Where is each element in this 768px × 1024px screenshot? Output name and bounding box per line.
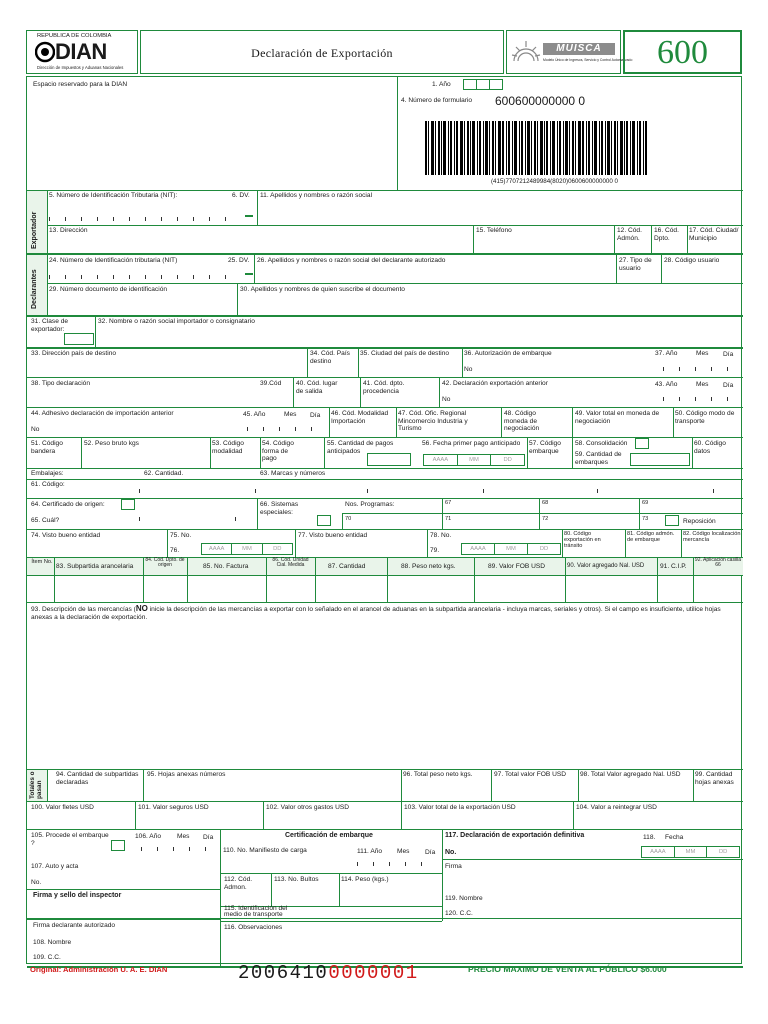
field-98-label: 98. Total Valor agregado Nal. USD — [580, 771, 681, 778]
field-36-no: No — [464, 366, 473, 373]
field-16-label: 16. Cód. Dpto. — [654, 227, 679, 242]
field-32-label: 32. Nombre o razón social importador o consignatario — [98, 318, 255, 325]
field-11-label: 11. Apellidos y nombres o razón social — [260, 192, 373, 199]
field-76-label: 76. — [170, 547, 180, 554]
field-103-label: 103. Valor total de la exportación USD — [404, 804, 516, 811]
field-118-label: 118. — [643, 834, 656, 841]
field-37-label: 37. Año — [655, 350, 678, 357]
field-120-label: 120. C.C. — [445, 910, 473, 917]
field-51-label: 51. Código bandera — [31, 440, 63, 455]
field-29-label: 29. Número documento de identificación — [49, 286, 168, 293]
field-36-label: 36. Autorización de embarque — [464, 350, 552, 357]
muisca-logo: MUISCA — [543, 43, 615, 55]
serial-number: 20064100000001 — [238, 962, 419, 984]
program-71: 71 — [445, 516, 452, 522]
field-106-dia: Día — [203, 834, 214, 841]
barcode-image — [425, 121, 647, 175]
field-96-label: 96. Total peso neto kgs. — [403, 771, 473, 778]
field-65-label: 65. Cuál? — [31, 517, 60, 524]
reserved-space-label: Espacio reservado para la DIAN — [33, 81, 128, 88]
field-24-label: 24. Número de Identificación tributaria (NIT) — [49, 257, 178, 264]
field-44-no: No — [31, 426, 40, 433]
certificado-origen-checkbox[interactable] — [121, 499, 135, 510]
field-100-label: 100. Valor fletes USD — [31, 804, 94, 811]
field-12-label: 12. Cód. Admón. — [617, 227, 642, 242]
field-13-label: 13. Dirección — [49, 227, 88, 234]
field-40-label: 40. Cód. lugar de salida — [296, 380, 338, 395]
field-5-label: 5. Número de Identificación Tributaria (NIT): — [49, 192, 178, 199]
field-114-label: 114. Peso (kgs.) — [341, 876, 389, 883]
program-72: 72 — [542, 516, 549, 522]
field-44-label: 44. Adhesivo declaración de importación anterior — [31, 410, 174, 417]
field-56-label: 56. Fecha primer pago anticipado — [422, 440, 521, 447]
fecha-118-input[interactable]: AAAA MM DD — [641, 846, 740, 858]
form-number: 600 — [657, 34, 708, 71]
field-79-date-input[interactable]: AAAA MM DD — [461, 543, 561, 555]
field-66-label: 66. Sistemas especiales: — [260, 501, 299, 516]
field-33-label: 33. Dirección país de destino — [31, 350, 117, 357]
program-68: 68 — [542, 500, 549, 506]
dian-logo-block — [26, 30, 138, 74]
field-79-label: 79. — [430, 547, 440, 554]
firma-inspector-label: Firma y sello del inspector — [33, 892, 122, 899]
field-55-label: 55. Cantidad de pagos anticipados — [327, 440, 394, 455]
field-50-label: 50. Código modo de transporte — [675, 410, 735, 425]
field-93-description: 93. Descripción de las mercancías (NO inicie la descripción de las mercancías a exportar con lo señalado en el arancel de aduanas en la subpartida arancelaria - incluya marcas, seriales y otros). Si el campo es insuficiente, utilice hojas anexas a la declaración de exportación. — [31, 604, 721, 621]
field-43-mes: Mes — [696, 381, 709, 388]
field-106-label: 106. Año — [135, 833, 162, 840]
field-75-label: 75. No. — [170, 532, 192, 539]
field-64-label: 64. Certificado de origen: — [31, 501, 105, 508]
nit-exportador-input[interactable] — [49, 217, 249, 223]
field-30-label: 30. Apellidos y nombres de quien suscribe el documento — [240, 286, 405, 293]
field-42-no: No — [442, 396, 451, 403]
embalajes-label: Embalajes: — [31, 470, 64, 477]
field-37-dia: Día — [723, 351, 734, 358]
item-header: Ítem No. — [31, 559, 53, 565]
firma-declarante-block — [26, 918, 742, 964]
field-118-fecha: Fecha — [665, 834, 684, 841]
section-totales: Totales o pasan — [29, 771, 43, 799]
field-109-label: 109. C.C. — [33, 954, 61, 961]
programas-label: Nos. Programas: — [345, 501, 395, 508]
field-52-label: 52. Peso bruto kgs — [84, 440, 139, 447]
field-54-label: 54. Código forma de pago — [262, 440, 294, 463]
field-86-header: 86. Cód. Unidad Cial. Medida — [272, 557, 309, 569]
field-92-header: 92. Aplicación casilla 66 — [694, 557, 742, 569]
firma-declarante-label: Firma declarante autorizado — [33, 922, 116, 929]
field-89-header: 89. Valor FOB USD — [488, 563, 546, 570]
certificacion-title: Certificación de embarque — [285, 832, 373, 839]
field-90-header: 90. Valor agregado Nal. USD — [567, 563, 645, 569]
field-38-label: 38. Tipo declaración — [31, 380, 91, 387]
field-77-label: 77. Visto bueno entidad — [298, 532, 368, 539]
program-73: 73 — [642, 516, 649, 522]
field-107-no: No. — [31, 879, 42, 886]
field-117-no: No. — [445, 849, 457, 856]
field-87-header: 87. Cantidad — [328, 563, 366, 570]
field-45-dia: Día — [310, 412, 321, 419]
field-41-label: 41. Cód. dpto. procedencia — [363, 380, 405, 395]
logo-subtitle: Dirección de Impuestos y Aduanas Nacionales — [37, 65, 124, 70]
field-116-label: 116. Observaciones — [224, 924, 283, 931]
field-60-label: 60. Código datos — [694, 440, 726, 455]
section-exportador: Exportador — [31, 211, 38, 249]
field-58-label: 58. Consolidación — [575, 440, 628, 447]
program-69: 69 — [642, 500, 649, 506]
muisca-block — [506, 30, 633, 74]
field-81-label: 81. Código admón. de embarque — [627, 531, 675, 543]
field-53-label: 53. Código modalidad — [212, 440, 244, 455]
field-35-label: 35. Ciudad del país de destino — [360, 350, 450, 357]
field-97-label: 97. Total valor FOB USD — [494, 771, 567, 778]
field-106-mes: Mes — [177, 833, 190, 840]
field-113-label: 113. No. Bultos — [274, 876, 319, 883]
pagos-anticipados-input[interactable] — [367, 453, 411, 466]
field-111-mes: Mes — [397, 848, 410, 855]
field-48-label: 48. Código moneda de negociación — [504, 410, 540, 433]
sun-emblem-icon — [511, 37, 541, 67]
field-105-label: 105. Procede el embarque ? — [31, 832, 109, 847]
field-107-label: 107. Auto y acta — [31, 863, 79, 870]
field-45-mes: Mes — [284, 411, 297, 418]
field-25-label: 25. DV. — [228, 257, 250, 264]
consolidacion-checkbox[interactable] — [635, 438, 649, 449]
field-45-label: 45. Año — [243, 411, 266, 418]
field-15-label: 15. Teléfono — [476, 227, 512, 234]
reposicion-checkbox[interactable] — [665, 515, 679, 526]
field-34-label: 34. Cód. País destino — [310, 350, 350, 365]
form-number-label: 4. Número de formulario — [401, 97, 473, 104]
field-112-label: 112. Cód. Admon. — [224, 876, 253, 891]
field-117-label: 117. Declaración de exportación definitiva — [445, 832, 585, 839]
field-43-dia: Día — [723, 382, 734, 389]
field-83-header: 83. Subpartida arancelaria — [56, 563, 134, 570]
field-99-label: 99. Cantidad hojas anexas — [695, 771, 734, 786]
field-101-label: 101. Valor seguros USD — [138, 804, 209, 811]
field-47-label: 47. Cód. Ofic. Regional Mincomercio Industria y Turismo — [398, 410, 468, 433]
field-108-label: 108. Nombre — [33, 939, 72, 946]
main-form — [26, 76, 742, 964]
field-111-label: 111. Año — [357, 848, 383, 855]
field-57-label: 57. Código embarque — [529, 440, 561, 455]
dian-emblem-icon — [35, 40, 55, 64]
original-label: Original: Administración U. A. E. DIAN — [30, 965, 168, 974]
field-62-label: 62. Cantidad. — [144, 470, 184, 477]
field-119-label: 119. Nombre — [445, 895, 483, 902]
muisca-subtitle: Modelo Único de Ingresos, Servicio y Control Automatizado — [543, 58, 633, 62]
barcode-text: (415)7707212489984(8020)0600600000000 0 — [491, 178, 618, 185]
title-block — [140, 30, 504, 74]
field-115-label: 115. Identificación del medio de transporte — [224, 905, 288, 919]
field-37-mes: Mes — [696, 350, 709, 357]
field-88-header: 88. Peso neto kgs. — [401, 563, 456, 570]
field-61-label: 61. Código: — [31, 481, 65, 488]
field-95-label: 95. Hojas anexas números — [147, 771, 226, 778]
field-31-label: 31. Clase de exportador: — [31, 318, 69, 333]
field-6-label: 6. DV. — [232, 192, 250, 199]
fecha-pago-input[interactable]: AAAA MM DD — [423, 454, 525, 466]
section-declarantes: Declarantes — [31, 269, 38, 309]
field-43-label: 43. Año — [655, 381, 678, 388]
nit-declarante-input[interactable] — [49, 275, 249, 281]
field-46-label: 46. Cód. Modalidad Importación — [331, 410, 389, 425]
field-85-header: 85. No. Factura — [203, 563, 249, 570]
field-110-label: 110. No. Manifiesto de carga — [223, 847, 307, 854]
field-59-label: 59. Cantidad de embarques — [575, 451, 622, 466]
field-91-header: 91. C.I.P. — [660, 563, 687, 570]
price-label: PRECIO MAXIMO DE VENTA AL PÚBLICO $6.000 — [468, 964, 667, 974]
field-17-label: 17. Cód. Ciudad/ Municipio — [689, 227, 739, 242]
field-42-label: 42. Declaración exportación anterior — [442, 380, 548, 387]
procede-embarque-checkbox[interactable] — [111, 840, 125, 851]
program-67: 67 — [445, 500, 452, 506]
field-82-label: 82. Código localización mercancía — [683, 531, 741, 543]
field-28-label: 28. Código usuario — [664, 257, 720, 264]
field-76-date-input[interactable]: AAAA MM DD — [201, 543, 293, 555]
field-94-label: 94. Cantidad de subpartidas declaradas — [56, 771, 139, 786]
field-80-label: 80. Código exportación en tránsito — [564, 531, 601, 549]
form-number-value: 600600000000 0 — [495, 94, 586, 108]
reposicion-label: Reposición — [683, 518, 716, 525]
country-name: REPUBLICA DE COLOMBIA — [37, 33, 112, 39]
sistemas-especiales-checkbox[interactable] — [317, 515, 331, 526]
field-111-dia: Día — [425, 849, 436, 856]
form-title: Declaración de Exportación — [251, 46, 393, 60]
field-27-label: 27. Tipo de usuario — [619, 257, 652, 272]
field-78-label: 78. No. — [430, 532, 452, 539]
clase-exportador-input[interactable] — [64, 333, 94, 345]
cantidad-embarques-input[interactable] — [630, 453, 690, 466]
logo-text: DIAN — [55, 39, 107, 64]
form-page — [26, 30, 742, 964]
program-70: 70 — [345, 516, 352, 522]
form-number-block — [623, 30, 742, 74]
field-26-label: 26. Apellidos y nombres o razón social del declarante autorizado — [257, 257, 446, 264]
field-104-label: 104. Valor a reintegrar USD — [576, 804, 657, 811]
field-84-header: 84. Cód. Dpto. de origen — [145, 557, 185, 569]
field-63-label: 63. Marcas y números — [260, 470, 326, 477]
year-boxes[interactable] — [463, 79, 503, 90]
field-102-label: 102. Valor otros gastos USD — [266, 804, 350, 811]
year-label: 1. Año — [432, 81, 451, 88]
field-49-label: 49. Valor total en moneda de negociación — [575, 410, 660, 425]
field-39-label: 39.Cód — [260, 380, 282, 387]
field-74-label: 74. Visto bueno entidad — [31, 532, 101, 539]
firma-117-label: Firma — [445, 863, 462, 870]
